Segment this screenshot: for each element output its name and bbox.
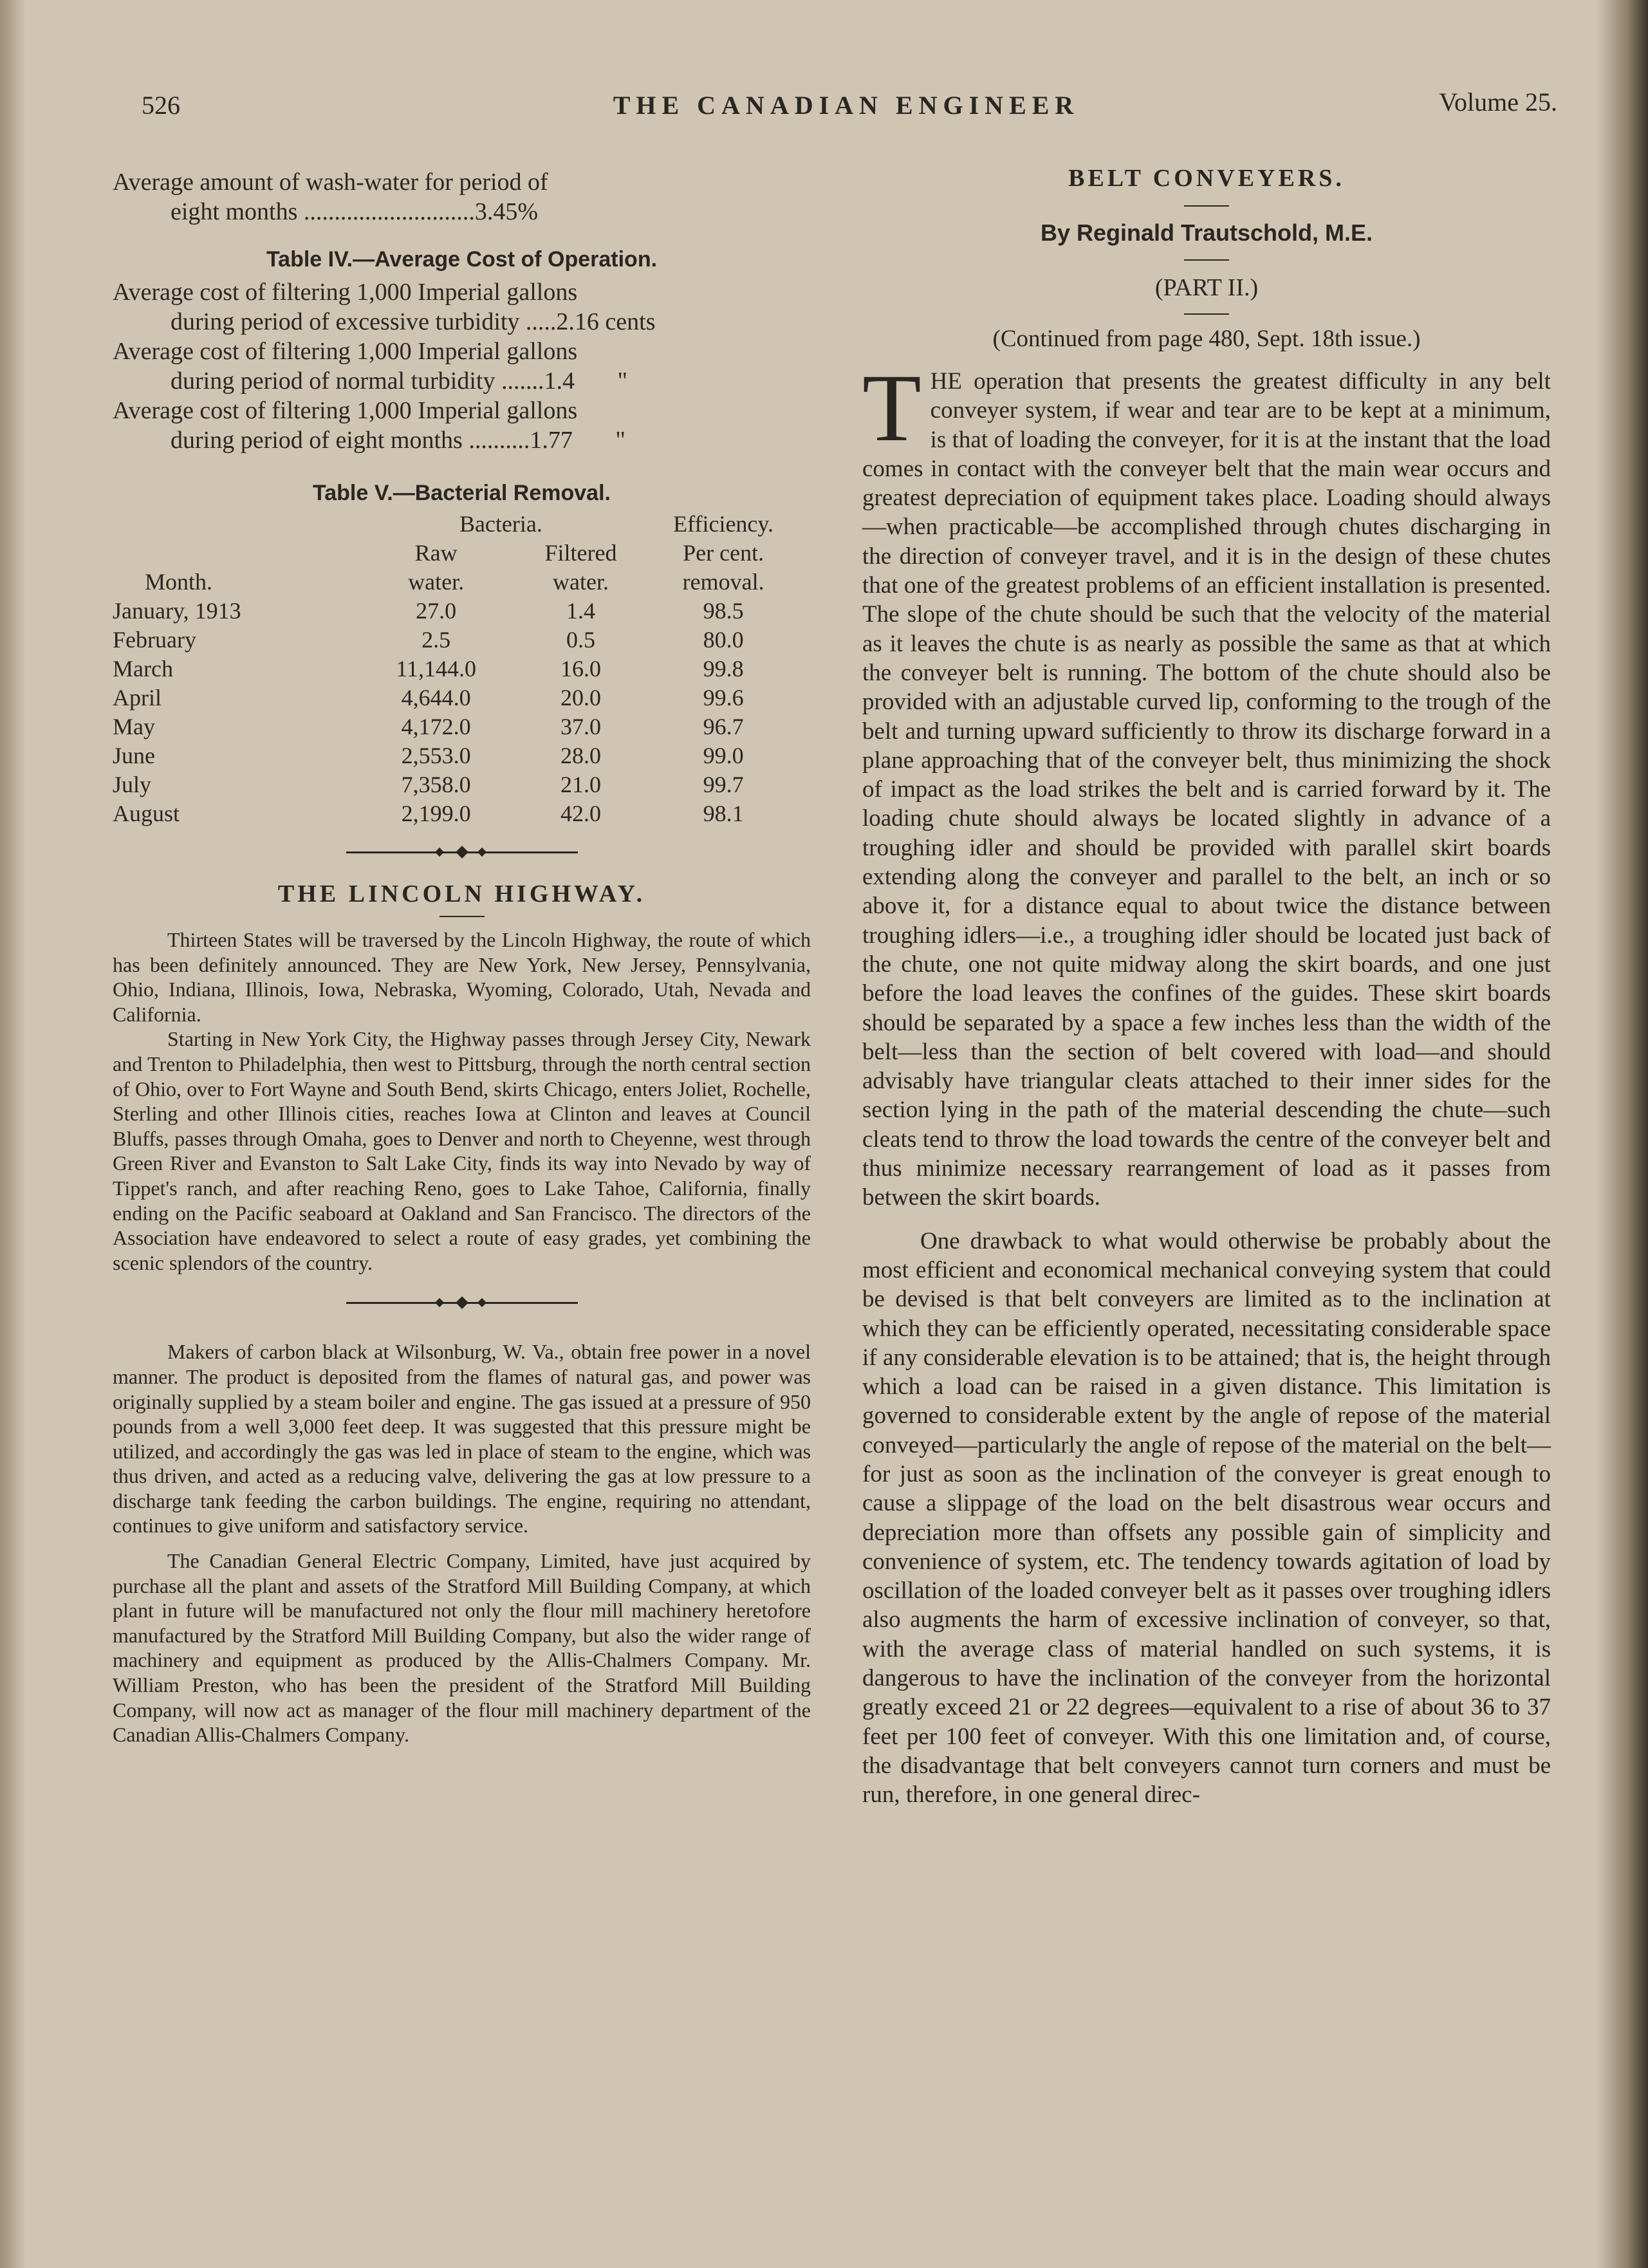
head-bacteria: Bacteria.: [459, 511, 542, 537]
table-row: [113, 597, 801, 626]
carbon-black-paragraph: Makers of carbon black at Wilsonburg, W. Va., obtain free power in a novel manner. The product is deposited from the flames of natural gas, and power was originally supplied by a steam boiler and engine. The gas issued at a pressure of 950 pounds from a well 3,000 feet deep. It was suggested that this pressure might be utilized, and accordingly the gas was led in place of steam to the engine, which was thus driven, and acted as a reducing valve, delivering the gas at low pressure to a discharge tank feeding the carbon buildings. The engine, requiring no attendant, continues to give uniform and satisfactory service.: [113, 1340, 811, 1538]
cell-filtered: 21.0: [560, 772, 601, 797]
table4-line: Average cost of filtering 1,000 Imperial gallons: [113, 338, 578, 365]
article-title: BELT CONVEYERS.: [1068, 165, 1345, 192]
table4-line: during period of normal turbidity .......1.4 ": [171, 367, 627, 395]
table5-title: Table V.—Bacterial Removal.: [313, 481, 611, 505]
title-rule: [1184, 205, 1229, 207]
cell-removal: 99.7: [703, 772, 744, 797]
cell-month: May: [113, 714, 155, 739]
cell-removal: 99.8: [703, 656, 744, 682]
cell-month: July: [113, 772, 152, 797]
head-month: Month.: [145, 569, 213, 595]
cell-raw: 27.0: [416, 598, 457, 624]
cell-month: August: [113, 801, 180, 826]
table-row: [113, 799, 801, 828]
cell-filtered: 28.0: [560, 743, 601, 768]
cell-month: March: [113, 656, 173, 682]
cell-filtered: 16.0: [560, 656, 601, 682]
cell-filtered: 42.0: [560, 801, 601, 826]
byline-rule: [1184, 259, 1229, 261]
table-row: [113, 712, 801, 741]
cell-raw: 4,172.0: [401, 714, 471, 739]
head-percent: Per cent.: [683, 540, 764, 566]
cell-removal: 99.0: [703, 743, 744, 768]
table-row: [113, 626, 801, 655]
table-row: [113, 683, 801, 712]
washwater-line2: eight months ............................3.45%: [171, 198, 539, 225]
lincoln-heading: THE LINCOLN HIGHWAY.: [277, 880, 646, 907]
cell-month: February: [113, 627, 196, 653]
belt-paragraph-1: [862, 355, 1551, 1213]
cell-removal: 96.7: [703, 714, 744, 739]
ornament-divider: [346, 848, 578, 857]
cell-raw: 2.5: [421, 627, 451, 653]
ornament-divider: [346, 1298, 578, 1307]
drop-cap: T: [862, 355, 921, 461]
washwater-block: [113, 167, 811, 227]
page-number: 526: [142, 91, 180, 120]
cell-removal: 98.5: [703, 598, 744, 624]
table4-line: during period of excessive turbidity .....2.16 cents: [171, 308, 656, 335]
table-row: [113, 770, 801, 799]
cell-filtered: 37.0: [560, 714, 601, 739]
head-water-raw: water.: [408, 569, 465, 595]
lincoln-paragraph-1: Thirteen States will be traversed by the Lincoln Highway, the route of which has been definitely announced. They are New York, New Jersey, Pennsylvania, Ohio, Indiana, Illinois, Iowa, Nebraska, Wyoming, Colorado, Utah, Nevada and California.: [113, 928, 811, 1026]
right-column: [862, 164, 1551, 1810]
page-shadow-right: [1597, 0, 1648, 2268]
running-header: [135, 84, 1557, 122]
volume-label: Volume 25.: [1439, 88, 1557, 116]
table-header-row: [113, 510, 801, 539]
table-row: [113, 655, 801, 683]
table4-body: [113, 277, 811, 455]
article-byline: By Reginald Trautschold, M.E.: [1040, 219, 1373, 246]
heading-rule: [440, 916, 485, 917]
bacterial-removal-table: [113, 510, 801, 828]
table4-title: Table IV.—Average Cost of Operation.: [266, 247, 658, 272]
cell-month: April: [113, 685, 162, 711]
table4-line: during period of eight months ..........1.77 ": [171, 427, 625, 454]
cell-filtered: 1.4: [566, 598, 595, 624]
head-raw: Raw: [414, 540, 458, 566]
head-filtered: Filtered: [544, 540, 617, 566]
cell-removal: 80.0: [703, 627, 744, 653]
cell-raw: 7,358.0: [401, 772, 471, 797]
left-column: [113, 167, 811, 1747]
cell-raw: 2,199.0: [401, 801, 471, 826]
cell-month: June: [113, 743, 155, 768]
cell-raw: 11,144.0: [396, 656, 477, 682]
page-shadow-left: [0, 0, 26, 2268]
belt-paragraph-1-text: HE operation that presents the greatest difficulty in any belt conveyer system, if wear and tear are to be kept at a minimum, is that of loading the conveyer, for it is at the instant that the load comes in contact with the conveyer belt that the main wear occurs and greatest depreciation of equipment takes place. Loading should always—when practicable—be accomplished through chutes discharging in the direction of conveyer travel, and it is in the design of these chutes that one of the greatest problems of an efficient installation is presented. The slope of the chute should be such that the velocity of the material as it leaves the chute is as nearly as possible the same as that at which the conveyer belt is running. The bottom of the chute should also be provided with an adjustable curved lip, conforming to the trough of the belt and turning upward sufficiently to throw its discharge forward in a plane approaching that of the conveyer belt, thus minimizing the shock of impact as the load strikes the belt and is carried forward by it. The loading chute should always be located slightly in advance of a troughing idler and should be provided with parallel skirt boards extending along the conveyer and parallel to the belt, an inch or so above it, for a distance equal to about twice the distance between troughing idlers—i.e., a troughing idler should be located just back of the chute, one not quite midway along the skirt boards, and one just before the load leaves the confines of the guides. These skirt boards should be separated by a space a few inches less than the width of the belt—less than the section of belt covered with load—and should advisably have triangular cleats attached to their inner sides for the section lying in the path of the material descending the chute—such cleats tend to throw the load towards the centre of the conveyer belt and thus minimize necessary rearrangement of load as it passes from between the skirt boards.: [862, 368, 1551, 1211]
table4-line: Average cost of filtering 1,000 Imperial gallons: [113, 397, 578, 424]
cell-month: January, 1913: [113, 598, 241, 624]
head-water-filtered: water.: [553, 569, 609, 595]
journal-title: THE CANADIAN ENGINEER: [613, 91, 1080, 120]
belt-paragraph-2: One drawback to what would otherwise be probably about the most efficient and economical mechanical conveying system that could be devised is that belt conveyers are limited as to the inclination at which they can be efficiently operated, necessitating considerable space if any considerable elevation is to be attained; that is, the height through which a load can be raised in a given distance. This limitation is governed to considerable extent by the angle of repose of the material conveyed—particularly the angle of repose of the material on the belt—for just as soon as the inclination of the conveyer is great enough to cause a slippage of the load on the belt disastrous wear occurs and depreciation more than offsets any possible gain of simplicity and convenience of system, etc. The tendency towards agitation of load by oscillation of the loaded conveyer belt as it passes over troughing idlers also augments the harm of excessive inclination of conveyer, so that, with the average class of material handled on such systems, it is dangerous to have the inclination of the conveyer from the horizontal greatly exceed 21 or 22 degrees—equivalent to a rise of about 36 to 37 feet per 100 feet of conveyer. With this one limitation and, of course, the disadvantage that belt conveyers cannot turn corners and must be run, therefore, in one general direc-: [862, 1227, 1551, 1808]
cell-raw: 2,553.0: [401, 743, 471, 768]
head-efficiency: Efficiency.: [673, 511, 774, 537]
part-label: (PART II.): [1154, 274, 1259, 301]
cell-removal: 99.6: [703, 685, 744, 711]
table-header-row: [113, 539, 801, 568]
table-row: [113, 741, 801, 770]
cge-paragraph: The Canadian General Electric Company, Limited, have just acquired by purchase all the plant and assets of the Stratford Mill Building Company, at which plant in future will be manufactured not only the flour mill machinery heretofore manufactured by the Stratford Mill Building Company, but also the wider range of machinery and equipment as produced by the Allis-Chalmers Company. Mr. William Preston, who has been the president of the Stratford Mill Building Company, will now act as manager of the flour mill machinery department of the Canadian Allis-Chalmers Company.: [113, 1549, 811, 1747]
table4-line: Average cost of filtering 1,000 Imperial gallons: [113, 279, 578, 306]
head-removal: removal.: [682, 569, 764, 595]
continued-note: (Continued from page 480, Sept. 18th issue.): [992, 326, 1421, 352]
cell-filtered: 0.5: [566, 627, 595, 653]
table-header-row: [113, 568, 801, 597]
cell-filtered: 20.0: [560, 685, 601, 711]
cell-removal: 98.1: [703, 801, 744, 826]
lincoln-paragraph-2: Starting in New York City, the Highway passes through Jersey City, Newark and Trenton to Philadelphia, then west to Pittsburg, through the north central section of Ohio, over to Fort Wayne and South Bend, skirts Chicago, enters Joliet, Rochelle, Sterling and other Illinois cities, reaches Iowa at Clinton and leaves at Council Bluffs, passes through Omaha, goes to Denver and north to Cheyenne, west through Green River and Evanston to Salt Lake City, finds its way into Nevado by way of Tippet's ranch, and after reaching Reno, goes to Lake Tahoe, California, finally ending on the Pacific seaboard at Oakland and San Francisco. The directors of the Association have endeavored to select a route of easy grades, yet combining the scenic splendors of the country.: [113, 1027, 811, 1274]
washwater-line1: Average amount of wash-water for period of: [113, 169, 548, 196]
cell-raw: 4,644.0: [401, 685, 471, 711]
part-rule: [1184, 313, 1229, 315]
